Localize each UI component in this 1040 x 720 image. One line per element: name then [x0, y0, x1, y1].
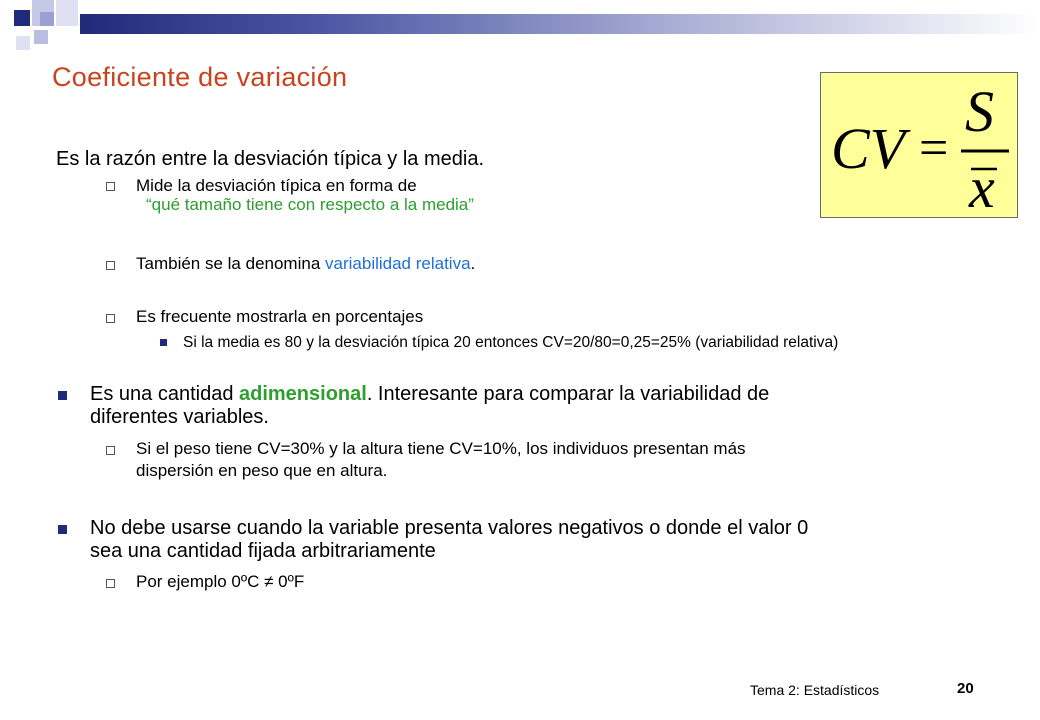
sub2-pre: También se la denomina [136, 254, 326, 273]
sub1-line2: “qué tamaño tiene con respecto a la media” [146, 195, 474, 214]
square-bullet [160, 339, 167, 346]
b2-pre: Es una cantidad [90, 383, 239, 405]
bullet3-line2: sea una cantidad fijada arbitrariamente [90, 540, 436, 562]
slide-title: Coeficiente de variación [52, 62, 348, 92]
bullet2-line1 [90, 383, 769, 406]
square-bullet [58, 525, 67, 534]
formula-lhs: CV [831, 116, 906, 181]
header-gradient-bar [80, 14, 1040, 34]
sub2-line [136, 254, 475, 274]
hollow-square-bullet [106, 261, 115, 270]
sub2-highlight: variabilidad relativa [325, 254, 471, 273]
bullet3-line1: No debe usarse cuando la variable presenta valores negativos o donde el valor 0 [90, 517, 809, 539]
hollow-square-bullet [106, 579, 115, 588]
deco-square-small [34, 30, 48, 44]
deco-square-light [56, 0, 78, 26]
formula-box [820, 72, 1018, 218]
sub2-post: . [470, 254, 476, 273]
cv-formula [821, 73, 1017, 217]
page-number: 20 [957, 680, 974, 697]
intro-line: Es la razón entre la desviación típica y la media. [56, 148, 484, 170]
footer-label: Tema 2: Estadísticos [750, 682, 880, 698]
sub3-line: Es frecuente mostrarla en porcentajes [136, 307, 424, 326]
b3-sub-line: Por ejemplo 0ºC ≠ 0ºF [136, 572, 305, 591]
sub3-example: Si la media es 80 y la desviación típica 20 entonces CV=20/80=0,25=25% (variabilidad relativa) [183, 334, 839, 351]
b2-highlight: adimensional [239, 383, 367, 405]
bullet2-line2: diferentes variables. [90, 406, 269, 428]
b2-post: . Interesante para comparar la variabilidad de [366, 383, 770, 405]
hollow-square-bullet [106, 314, 115, 323]
square-bullet [58, 391, 67, 400]
deco-square-navy [14, 10, 30, 26]
b2-sub-line1: Si el peso tiene CV=30% y la altura tiene CV=10%, los individuos presentan más [136, 439, 746, 458]
hollow-square-bullet [106, 182, 115, 191]
b2-sub-line2: dispersión en peso que en altura. [136, 461, 388, 480]
formula-numerator: S [965, 79, 994, 144]
deco-square-blue [40, 12, 54, 26]
formula-equals: = [919, 120, 949, 177]
formula-denominator: x [969, 155, 995, 217]
hollow-square-bullet [106, 446, 115, 455]
deco-square-bottom [16, 36, 30, 50]
sub1-line1: Mide la desviación típica en forma de [136, 176, 417, 195]
